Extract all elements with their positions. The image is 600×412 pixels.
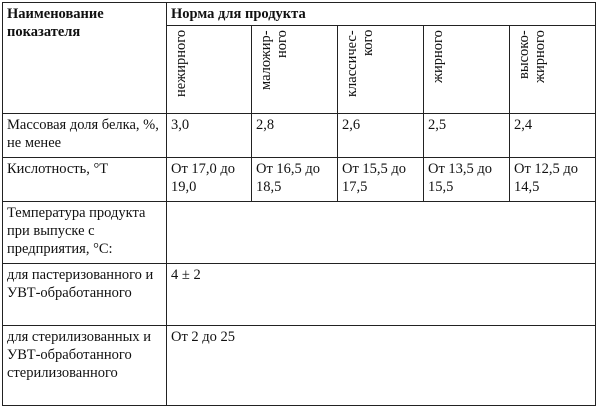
header-col-nonfat: нежирного <box>167 25 252 113</box>
header-col-lowfat: маложир- ного <box>252 25 338 113</box>
acidity-value: От 15,5 до 17,5 <box>338 158 424 202</box>
protein-value: 3,0 <box>167 114 252 158</box>
table-row <box>3 114 596 158</box>
header-col-classic: классичес- кого <box>338 25 424 113</box>
pasteurized-value: 4 ± 2 <box>167 264 596 326</box>
product-norms-table <box>2 2 596 406</box>
acidity-value: От 13,5 до 15,5 <box>424 158 510 202</box>
header-parameter-name: Наименование показателя <box>3 3 167 114</box>
acidity-value: От 12,5 до 14,5 <box>510 158 596 202</box>
table-row <box>3 158 596 202</box>
header-col-fat: жирного <box>424 25 510 113</box>
header-product-norm: Норма для продукта <box>167 3 596 26</box>
header-col-highfat: высоко- жирного <box>510 25 596 113</box>
row-protein-label: Массовая доля белка, %, не менее <box>3 114 167 158</box>
protein-value: 2,5 <box>424 114 510 158</box>
protein-value: 2,4 <box>510 114 596 158</box>
sterilized-value: От 2 до 25 <box>167 326 596 406</box>
row-sterilized-label: для стерилизованных и УВТ-обработанного стерилизованного <box>3 326 167 406</box>
row-pasteurized-label: для пастеризованного и УВТ-обработанного <box>3 264 167 326</box>
table-row <box>3 202 596 264</box>
row-temperature-label: Температура продукта при выпуске с предприятия, °С: <box>3 202 167 264</box>
table-row <box>3 326 596 406</box>
protein-value: 2,8 <box>252 114 338 158</box>
temperature-value <box>167 202 596 264</box>
table-row <box>3 264 596 326</box>
acidity-value: От 16,5 до 18,5 <box>252 158 338 202</box>
acidity-value: От 17,0 до 19,0 <box>167 158 252 202</box>
protein-value: 2,6 <box>338 114 424 158</box>
row-acidity-label: Кислотность, °Т <box>3 158 167 202</box>
